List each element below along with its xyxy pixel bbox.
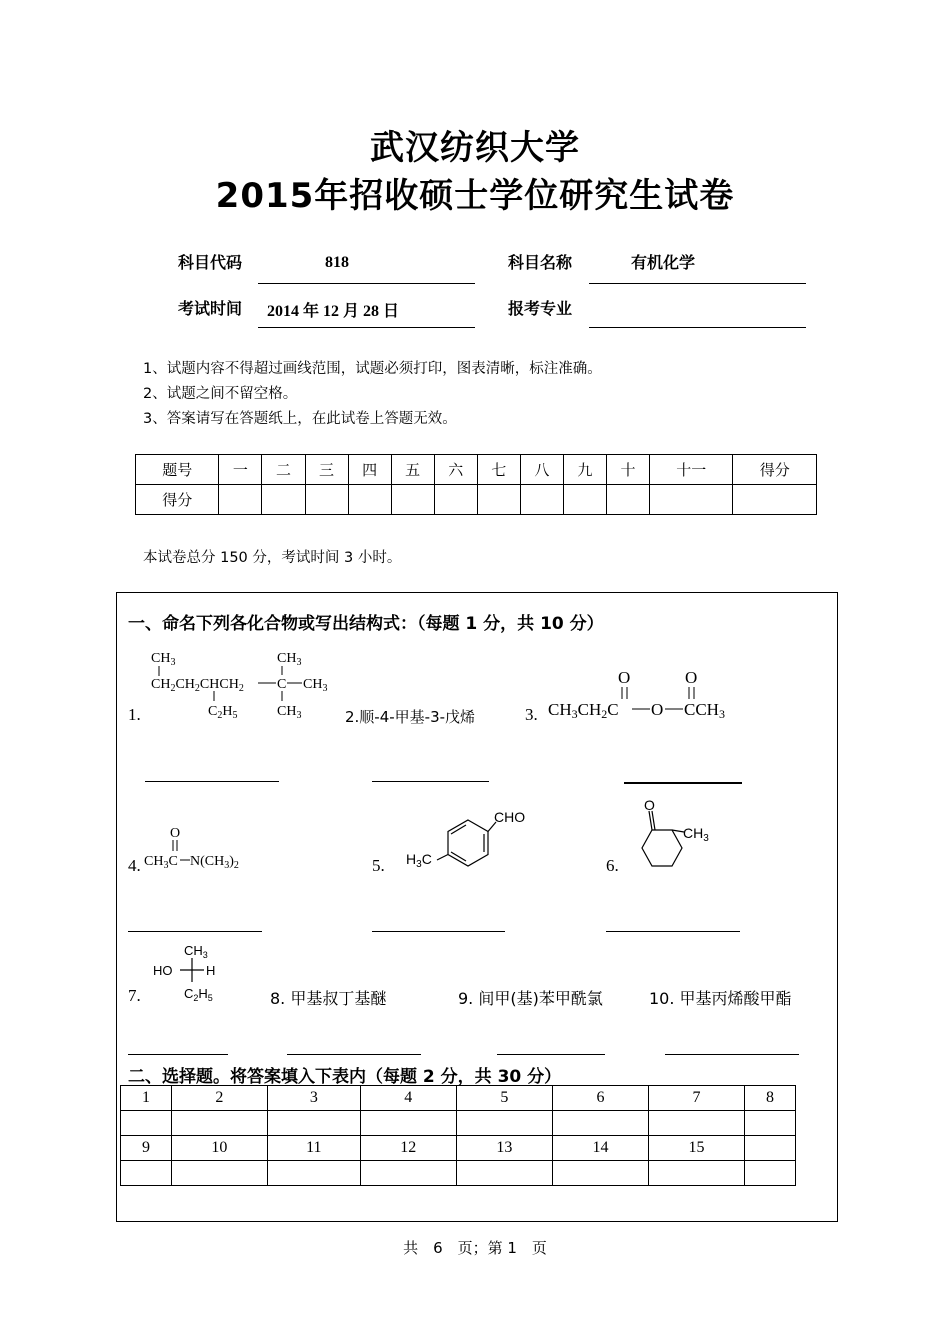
answer-blank-cell	[121, 1161, 172, 1186]
score-table	[135, 454, 817, 515]
q3-number: 3.	[525, 705, 538, 724]
subject-code-line	[258, 283, 475, 284]
q6-structure	[625, 796, 725, 876]
answer-blank-cell	[360, 1161, 456, 1186]
answer-number-cell: 9	[121, 1136, 172, 1161]
q10-text: 10. 甲基丙烯酸甲酯	[649, 989, 792, 1008]
score-cell	[305, 485, 348, 515]
answer-blank-cell	[552, 1161, 648, 1186]
svg-text:CH3: $CH_3$	[303, 677, 328, 694]
answer-line-1	[145, 781, 279, 782]
score-cell	[650, 485, 733, 515]
answer-number-cell: 1	[121, 1086, 172, 1111]
q5-structure	[404, 806, 534, 872]
answer-line-4	[128, 931, 262, 932]
svg-text:H3C: $H_3C$	[406, 851, 432, 870]
q6-number: 6.	[606, 856, 619, 875]
score-header-cell: 三	[305, 455, 348, 485]
answer-blank-row	[121, 1111, 796, 1136]
score-cell	[219, 485, 262, 515]
score-header-cell: 七	[477, 455, 520, 485]
major-label: 报考专业	[508, 299, 573, 318]
answer-blank-cell	[267, 1161, 360, 1186]
answer-number-cell: 6	[552, 1086, 648, 1111]
answer-blank-cell	[552, 1111, 648, 1136]
answer-number-cell: 11	[267, 1136, 360, 1161]
university-title: 武汉纺织大学	[370, 128, 580, 168]
svg-text:C2H5: $C_2H_5$	[184, 986, 213, 1003]
q7-structure	[150, 940, 230, 1006]
note-2: 2、试题之间不留空格。	[143, 386, 298, 402]
score-header-cell: 五	[391, 455, 434, 485]
svg-text:CH3: $CH_3$	[277, 704, 302, 720]
answer-number-row	[121, 1086, 796, 1111]
answer-number-cell: 14	[552, 1136, 648, 1161]
answer-number-cell: 4	[360, 1086, 456, 1111]
note-1: 1、试题内容不得超过画线范围，试题必须打印，图表清晰，标注准确。	[143, 361, 602, 377]
answer-line-2	[372, 781, 489, 782]
score-header-cell: 十	[606, 455, 649, 485]
page-footer: 共 6 页；第 1 页	[403, 1239, 547, 1257]
answer-line-7	[128, 1054, 228, 1055]
subject-code-label: 科目代码	[178, 253, 243, 272]
svg-text:CH3: $CH_3$	[184, 943, 208, 960]
answer-number-cell: 5	[456, 1086, 552, 1111]
score-header-cell: 八	[520, 455, 563, 485]
score-cell	[733, 485, 817, 515]
svg-text:O: O	[651, 700, 664, 719]
svg-text:CH3: $CH_3$	[683, 825, 709, 844]
score-header-cell: 四	[348, 455, 391, 485]
svg-text:H: H	[206, 963, 216, 978]
q5-number: 5.	[372, 856, 385, 875]
note-3: 3、答案请写在答题纸上，在此试卷上答题无效。	[143, 411, 457, 427]
svg-text:CCH3: CCH3	[684, 700, 725, 721]
section2-title: 二、选择题。将答案填入下表内（每题 2 分，共 30 分）	[128, 1067, 562, 1087]
svg-text:O: O	[618, 668, 631, 687]
q8-text: 8. 甲基叔丁基醚	[270, 989, 387, 1008]
svg-text:C: C	[277, 677, 287, 692]
score-cell	[477, 485, 520, 515]
answer-line-10	[665, 1054, 799, 1055]
answer-blank-cell	[745, 1161, 796, 1186]
score-header-cell: 得分	[733, 455, 817, 485]
q7-number: 7.	[128, 986, 141, 1005]
subject-name-label: 科目名称	[508, 253, 573, 272]
score-header-cell: 二	[262, 455, 305, 485]
subject-name-value: 有机化学	[631, 253, 696, 272]
svg-text:CH2CH2CHCH2: $CH_2CH_2CHCH_2$	[151, 677, 244, 694]
score-cell	[391, 485, 434, 515]
answer-number-cell: 15	[648, 1136, 744, 1161]
svg-text:N(CH3)2: $N(CH_3)_2$	[190, 854, 239, 869]
svg-text:CH3: $CH_3$	[151, 651, 176, 668]
q1-structure	[148, 648, 348, 720]
score-cell	[262, 485, 305, 515]
subject-name-line	[589, 283, 806, 284]
answer-blank-cell	[121, 1111, 172, 1136]
answer-number-cell: 12	[360, 1136, 456, 1161]
answer-blank-cell	[267, 1111, 360, 1136]
exam-time-label: 考试时间	[178, 299, 243, 318]
answer-line-8	[287, 1054, 421, 1055]
answer-blank-cell	[171, 1111, 267, 1136]
answer-number-cell: 3	[267, 1086, 360, 1111]
svg-text:CH3: $CH_3$	[277, 651, 302, 668]
answer-number-row	[121, 1136, 796, 1161]
exam-time-value: 2014 年 12 月 28 日	[267, 303, 400, 320]
answer-line-5	[372, 931, 505, 932]
score-header-cell: 六	[434, 455, 477, 485]
score-cell	[348, 485, 391, 515]
answer-table	[120, 1085, 796, 1186]
score-cell	[606, 485, 649, 515]
answer-blank-cell	[171, 1161, 267, 1186]
svg-text:CH3C: $CH_3C$	[144, 854, 178, 869]
major-line	[589, 327, 806, 328]
answer-number-cell: 2	[171, 1086, 267, 1111]
answer-number-cell: 8	[745, 1086, 796, 1111]
exam-title: 2015年招收硕士学位研究生试卷	[215, 176, 735, 216]
score-header-cell: 十一	[650, 455, 733, 485]
answer-number-cell	[745, 1136, 796, 1161]
q1-number: 1.	[128, 705, 141, 724]
svg-text:C2H5: $C_2H_5$	[208, 704, 238, 720]
score-value-row	[136, 485, 817, 515]
svg-text:O: O	[685, 668, 698, 687]
section1-title: 一、命名下列各化合物或写出结构式：（每题 1 分，共 10 分）	[128, 614, 604, 634]
answer-line-9	[497, 1054, 605, 1055]
score-row-label: 得分	[136, 485, 219, 515]
q4-number: 4.	[128, 856, 141, 875]
svg-text:O: O	[170, 826, 181, 841]
answer-line-6	[606, 931, 740, 932]
answer-blank-cell	[648, 1111, 744, 1136]
score-cell	[520, 485, 563, 515]
answer-blank-row	[121, 1161, 796, 1186]
answer-blank-cell	[360, 1111, 456, 1136]
svg-text:CH3CH2C: CH3CH2C	[548, 700, 619, 721]
svg-text:HO: HO	[153, 963, 173, 978]
answer-line-3	[624, 782, 742, 784]
q9-text: 9. 间甲(基)苯甲酰氯	[458, 989, 603, 1008]
score-cell	[434, 485, 477, 515]
svg-text:CHO: CHO	[494, 809, 526, 825]
answer-blank-cell	[648, 1161, 744, 1186]
q2-text: 2.顺-4-甲基-3-戊烯	[345, 708, 476, 726]
score-header-cell: 九	[563, 455, 606, 485]
exam-time-line	[258, 327, 475, 328]
answer-blank-cell	[456, 1161, 552, 1186]
answer-number-cell: 13	[456, 1136, 552, 1161]
answer-blank-cell	[745, 1111, 796, 1136]
svg-text:O: O	[644, 797, 655, 813]
total-note: 本试卷总分 150 分，考试时间 3 小时。	[143, 550, 402, 566]
answer-blank-cell	[456, 1111, 552, 1136]
answer-number-cell: 7	[648, 1086, 744, 1111]
score-header-cell: 题号	[136, 455, 219, 485]
score-header-row	[136, 455, 817, 485]
subject-code-value: 818	[325, 254, 349, 271]
score-cell	[563, 485, 606, 515]
q4-structure	[142, 823, 252, 869]
answer-number-cell: 10	[171, 1136, 267, 1161]
q3-structure	[546, 666, 746, 724]
score-header-cell: 一	[219, 455, 262, 485]
